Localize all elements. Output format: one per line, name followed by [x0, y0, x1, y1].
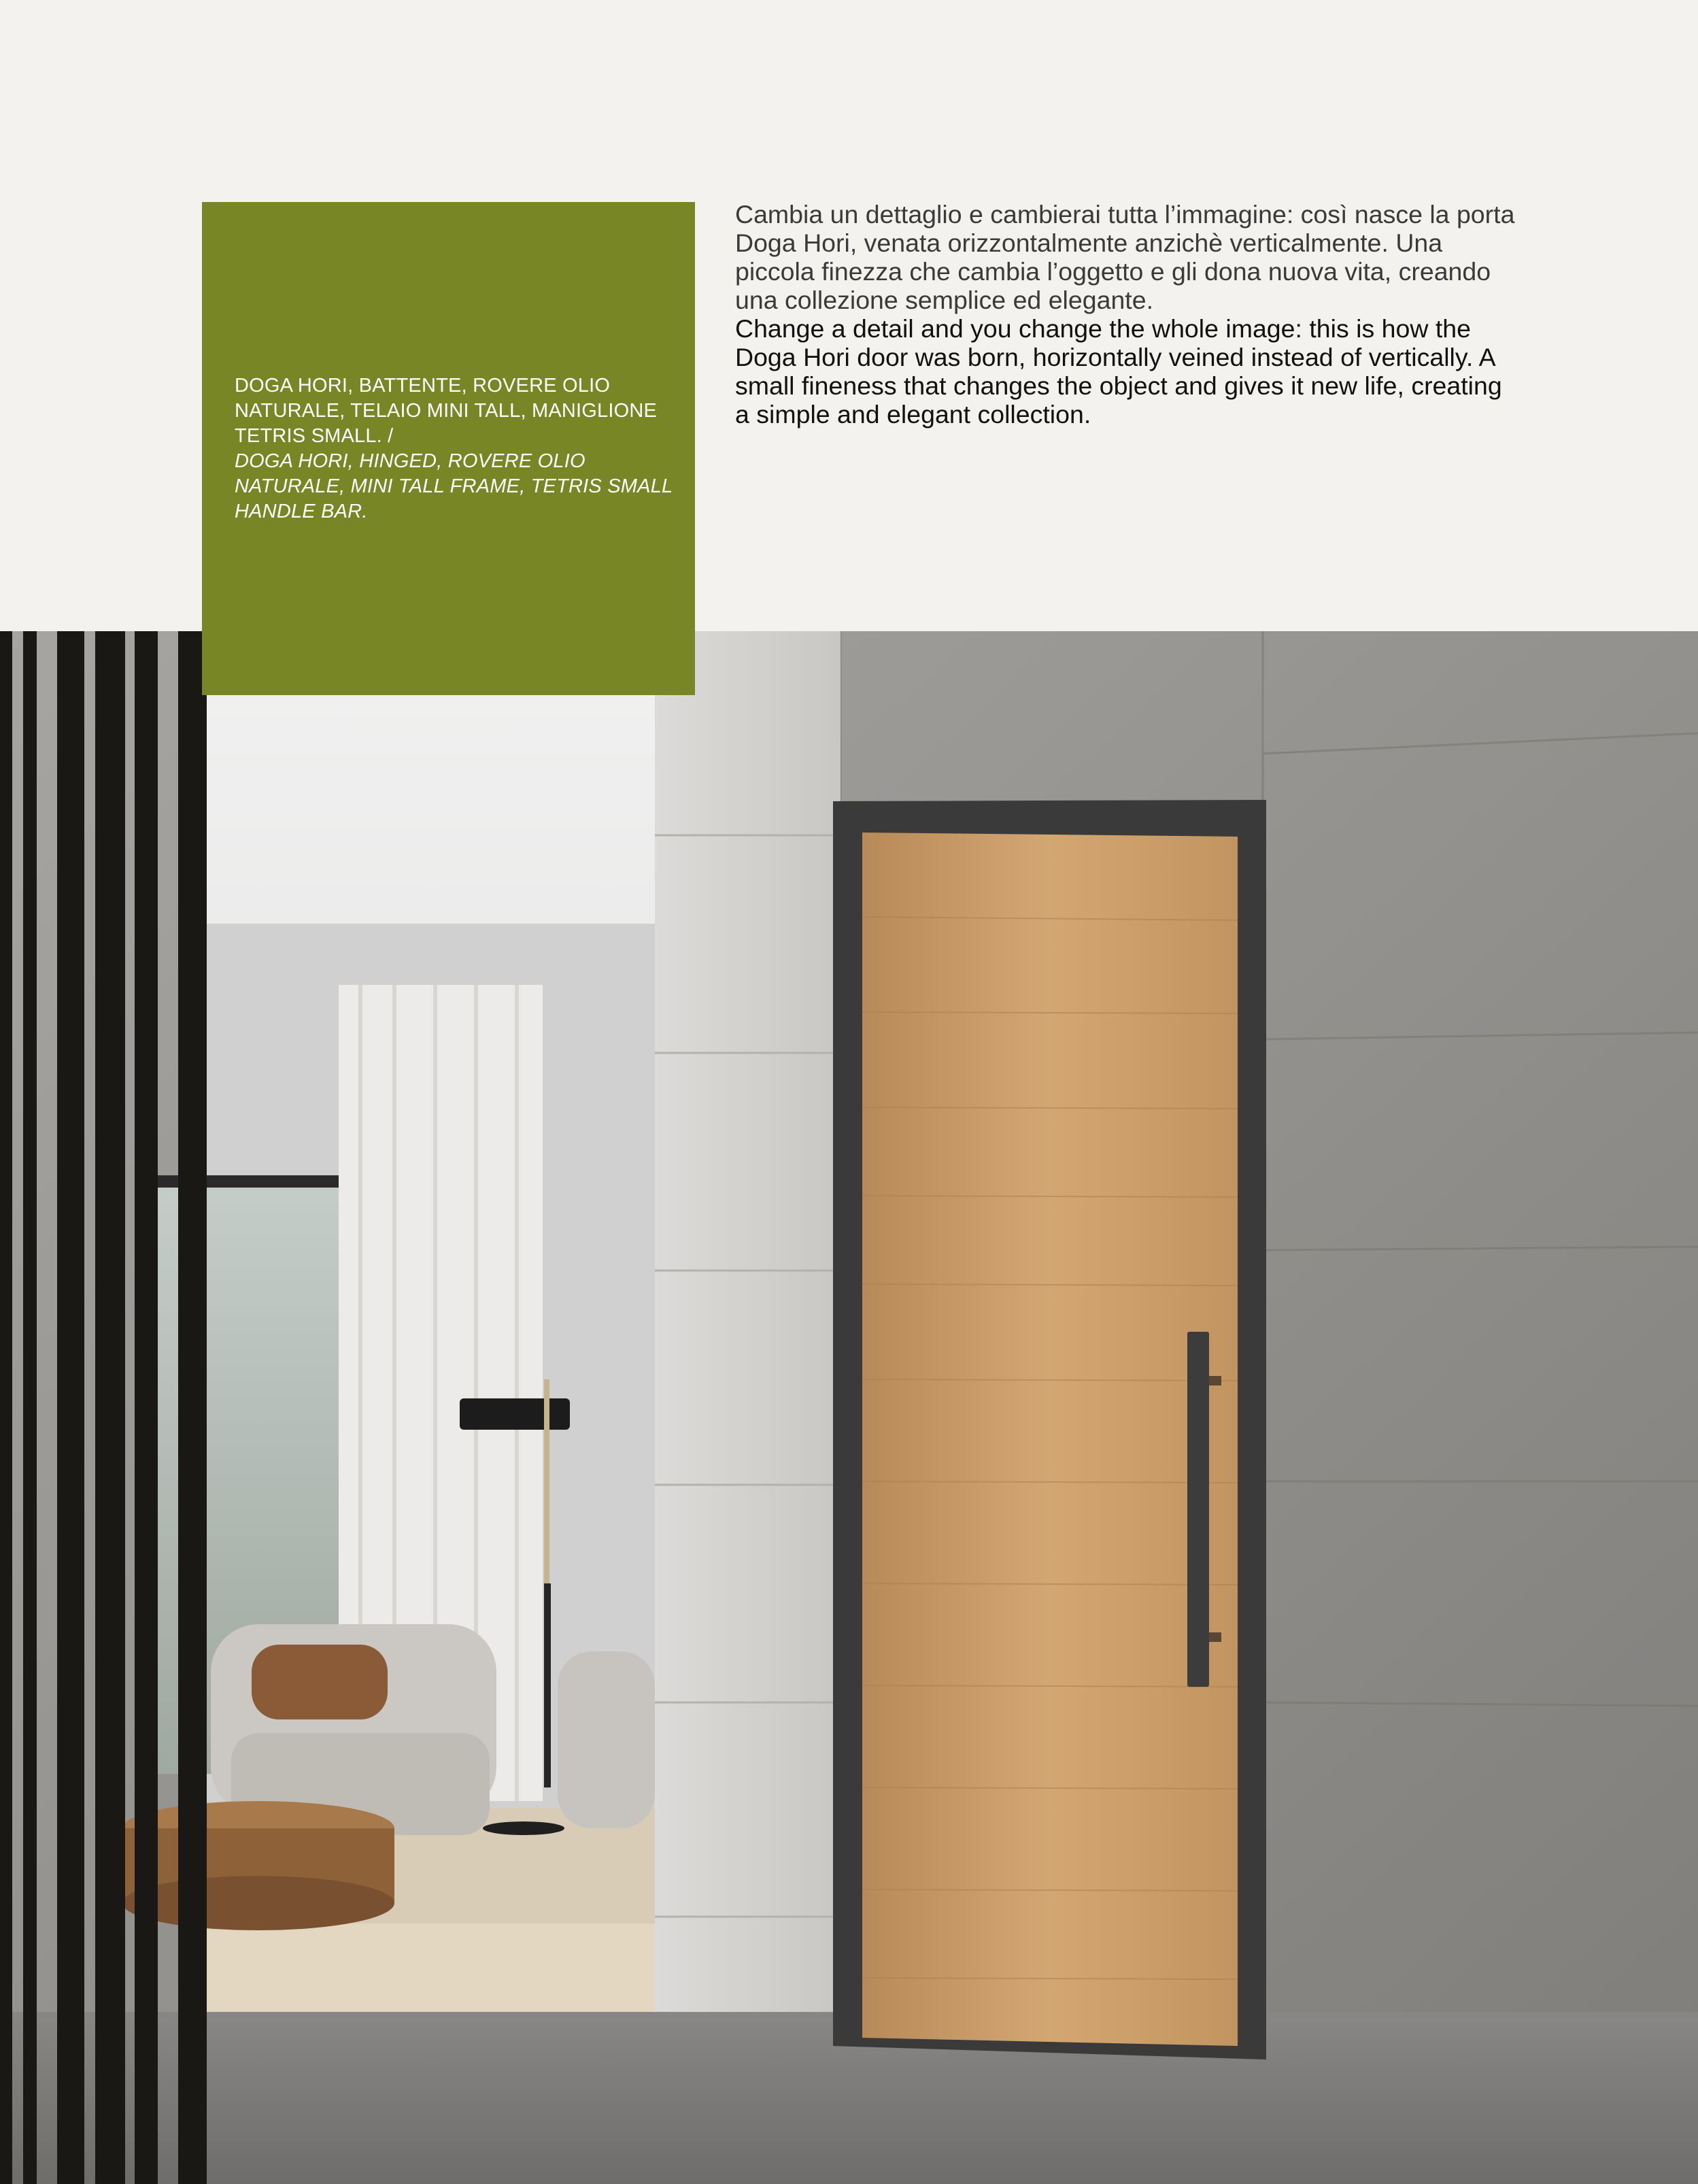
intro-english: Change a detail and you change the whole image: this is how the Doga Hori door was born, horizontally veined instead of vertically. A small fineness that changes the object and gives it new life, creating a simple and elegant collection. — [735, 314, 1502, 429]
caption-text — [235, 373, 687, 524]
caption-italian: DOGA HORI, BATTENTE, ROVERE OLIO NATURALE, TELAIO MINI TALL, MANIGLIONE TETRIS SMALL. / — [235, 375, 658, 447]
intro-italian: Cambia un dettaglio e cambierai tutta l’immagine: così nasce la porta Doga Hori, venata orizzontalmente anzichè verticalmente. Una piccola finezza che cambia l’oggetto e gli dona nuova vita, creando una collezione semplice ed elegante. — [735, 200, 1515, 314]
intro-text — [735, 200, 1517, 429]
caption-english: DOGA HORI, HINGED, ROVERE OLIO NATURALE, MINI TALL FRAME, TETRIS SMALL HANDLE BAR. — [235, 450, 673, 522]
caption-box — [202, 202, 695, 695]
interior-photo — [0, 631, 1698, 2184]
